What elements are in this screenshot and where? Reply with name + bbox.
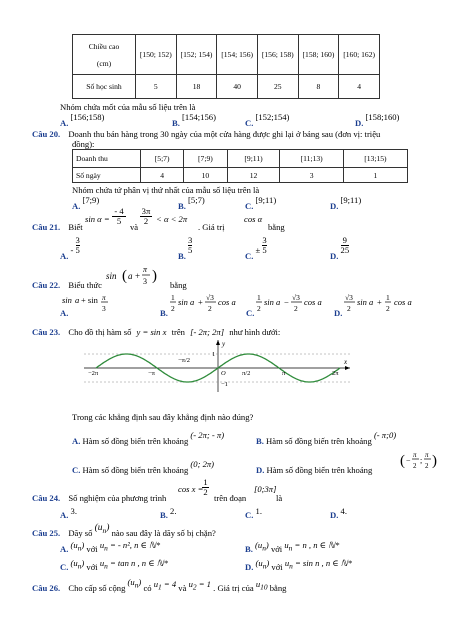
interval-cell: [11;13) <box>280 150 343 168</box>
svg-text:(: ( <box>400 453 405 469</box>
svg-text:(: ( <box>122 268 127 284</box>
count-cell: 1 <box>343 168 407 183</box>
q21-range: < α < 2π <box>156 214 188 224</box>
q20-stem-line2: đồng): <box>72 139 95 149</box>
q21-fraction: - 4 5 <box>112 207 126 226</box>
q23-option-d-interval <box>400 448 446 474</box>
q20-option-a[interactable]: A. [7;9) <box>72 195 100 211</box>
y-tick-1: 1 <box>212 351 216 358</box>
revenue-table <box>72 149 408 183</box>
q20-stem2: Nhóm chứa tứ phân vị thứ nhất của mẫu số liệu trên là <box>72 185 260 195</box>
q24-tail: là <box>276 493 283 503</box>
count-cell: 12 <box>227 168 280 183</box>
y-axis-arrow <box>216 340 220 345</box>
q25-stem: Câu 25. Dãy số $(u_n)$ nào sau đây là dãy số bị chặn? <box>32 523 216 538</box>
svg-text:√3: √3 <box>206 293 214 302</box>
q24-option-d[interactable]: D. 4. <box>330 506 347 520</box>
q24-on: trên đoạn <box>214 493 247 503</box>
sine-graph <box>82 338 354 394</box>
svg-text:2: 2 <box>347 304 351 313</box>
svg-text:cos a: cos a <box>394 297 412 307</box>
interval-cell: [150; 152) <box>136 35 177 75</box>
q21-range-fraction: 3π 2 <box>141 206 151 226</box>
svg-text:+: + <box>135 271 141 281</box>
header-cell: Chiều cao (cm) <box>73 35 136 75</box>
svg-text:1: 1 <box>257 293 261 302</box>
q23-option-a[interactable]: A. Hàm số đồng biến trên khoảng (- 2π; - π) <box>72 430 225 446</box>
count-cell: 40 <box>217 75 258 99</box>
q21-option-a[interactable]: A. - $\frac{3}{5}$ <box>60 235 80 262</box>
q21-sin-given: sin α = <box>85 214 110 224</box>
interval-cell: [5;7) <box>141 150 184 168</box>
interval-cell: [154; 156) <box>217 35 258 75</box>
q22-number: Câu 22. Biểu thức <box>32 280 102 290</box>
q24-option-a[interactable]: A. 3. <box>60 506 77 520</box>
q21-option-c[interactable]: C. ± $\frac{3}{5}$ <box>245 235 267 262</box>
tick-neg-2pi: −2π <box>88 370 99 377</box>
q21-number: Câu 21. Biết <box>32 222 83 232</box>
y-label: y <box>222 340 226 348</box>
q22-option-d-math <box>344 292 426 316</box>
svg-text:a: a <box>75 295 80 305</box>
q19-option-c[interactable]: C. [152;154) <box>245 112 290 128</box>
svg-text:+ sin: + sin <box>81 295 98 305</box>
interval-cell: [152; 154) <box>176 35 217 75</box>
q23-stem: Câu 23. Cho đồ thị hàm số y = sin x trên [- 2π; 2π] như hình dưới: <box>32 327 281 337</box>
q19-option-b[interactable]: B. [154;156) <box>172 112 216 128</box>
q21-cos: cos α <box>244 214 263 224</box>
q24-stem: Câu 24. Số nghiệm của phương trình <box>32 493 167 503</box>
count-cell: 10 <box>184 168 227 183</box>
q19-option-a[interactable]: A. [156;158) <box>60 112 105 128</box>
svg-text:π: π <box>413 451 417 459</box>
svg-text:2: 2 <box>294 304 298 313</box>
svg-text:2: 2 <box>208 304 212 313</box>
origin-label: O <box>221 370 226 377</box>
tick-pi: π <box>282 370 286 377</box>
svg-text:−: − <box>406 456 411 465</box>
x-label: x <box>344 358 348 366</box>
q22-option-c-math <box>256 292 336 316</box>
q19-option-d[interactable]: D. [158;160) <box>355 112 400 128</box>
row-label: Doanh thu <box>73 150 141 168</box>
q21-option-d[interactable]: D. $\frac{9}{25}$ <box>330 235 350 262</box>
svg-text:π: π <box>143 265 148 274</box>
tick-half-pi: π/2 <box>242 370 251 377</box>
q20-option-c[interactable]: C. [9;11) <box>245 195 277 211</box>
row-label: Số ngày <box>73 168 141 183</box>
svg-text:1: 1 <box>386 293 390 302</box>
row-label: Số học sinh <box>73 75 136 99</box>
svg-text:√3: √3 <box>292 293 300 302</box>
svg-text:sin: sin <box>106 271 117 281</box>
q21-and: và <box>130 222 139 232</box>
tick-2pi: 2π <box>332 370 339 377</box>
svg-text:): ) <box>432 453 437 469</box>
q22-tail: bằng <box>170 280 187 290</box>
count-cell: 25 <box>257 75 298 99</box>
interval-cell: [158; 160) <box>298 35 339 75</box>
q25-option-c[interactable]: C. $(u_n)$ với $u_n = \tan n$ , n ∈ ℕ* <box>60 558 168 572</box>
q25-option-a[interactable]: A. $(u_n)$ với $u_n$ = - n², n ∈ ℕ* <box>60 540 161 554</box>
svg-text:2: 2 <box>413 462 417 470</box>
svg-text:2: 2 <box>257 304 261 313</box>
interval-cell: [7;9) <box>184 150 227 168</box>
interval-cell: [9;11) <box>227 150 280 168</box>
svg-text:cos a: cos a <box>218 297 236 307</box>
svg-text:cos a: cos a <box>304 297 322 307</box>
svg-text:+: + <box>198 297 203 307</box>
svg-text:2: 2 <box>425 462 429 470</box>
q22-option-b-math <box>170 292 250 316</box>
count-cell: 4 <box>339 75 380 99</box>
q24-fraction: 1 2 <box>203 477 208 497</box>
svg-text:;: ; <box>420 456 423 465</box>
q21-option-b[interactable]: B. $\frac{3}{5}$ <box>178 235 193 262</box>
interval-cell: [156; 158) <box>257 35 298 75</box>
svg-text:π: π <box>102 293 106 302</box>
x-axis-arrow <box>345 366 350 370</box>
q22-expression <box>106 262 166 290</box>
count-cell: 3 <box>280 168 343 183</box>
q23-option-d[interactable]: D. Hàm số đồng biến trên khoảng <box>256 465 373 475</box>
svg-text:sin: sin <box>62 295 72 305</box>
q20-stem: Câu 20. Doanh thu bán hàng trong 30 ngày của một cửa hàng được ghi lại ở bảng sau (đơn vị: triệu <box>32 129 381 139</box>
q21-tail: . Giá trị <box>198 222 225 232</box>
svg-text:π: π <box>425 451 429 459</box>
q24-option-c[interactable]: C. 1. <box>245 506 262 520</box>
q21-tail2: bằng <box>268 222 285 232</box>
q25-option-d[interactable]: D. $(u_n)$ với $u_n = \sin n$ , n ∈ ℕ* <box>245 558 352 572</box>
count-cell: 18 <box>176 75 217 99</box>
q19-stem: Nhóm chứa mốt của mẫu số liệu trên là <box>60 102 196 112</box>
q23-option-b[interactable]: B. Hàm số đồng biến trên khoảng (- π;0) <box>256 430 397 446</box>
svg-text:3: 3 <box>102 304 106 313</box>
q23-question: Trong các khẳng định sau đây khẳng định nào đúng? <box>72 412 254 422</box>
count-cell: 4 <box>141 168 184 183</box>
svg-text:a: a <box>128 271 133 281</box>
height-frequency-table <box>72 34 380 99</box>
svg-text:√3: √3 <box>345 293 353 302</box>
q23-option-c[interactable]: C. Hàm số đồng biến trên khoảng (0; 2π) <box>72 459 215 475</box>
q24-option-b[interactable]: B. 2. <box>160 506 177 520</box>
interval-cell: [13;15) <box>343 150 407 168</box>
count-cell: 8 <box>298 75 339 99</box>
q22-expression-math <box>106 262 166 288</box>
q20-option-d[interactable]: D. [9;11) <box>330 195 362 211</box>
y-tick-neg-1: −1 <box>221 381 228 388</box>
tick-neg-pi: −π <box>148 370 155 377</box>
q20-option-b[interactable]: B. [5;7) <box>178 195 205 211</box>
svg-text:3: 3 <box>143 277 147 286</box>
tick-neg-half-pi: −π/2 <box>178 357 191 364</box>
q22-option-a-math <box>60 292 132 316</box>
svg-text:): ) <box>152 268 157 284</box>
count-cell: 5 <box>136 75 177 99</box>
svg-text:2: 2 <box>386 304 390 313</box>
svg-text:sin a: sin a <box>264 297 281 307</box>
q26-stem: Câu 26. Cho cấp số cộng $(u_n)$ có $u_1 = 4$ và $u_2 = 1$ . Giá trị của $u_{10}$ bằng <box>32 577 287 593</box>
svg-text:sin a: sin a <box>178 297 195 307</box>
q25-option-b[interactable]: B. $(u_n)$ với $u_n = n$ , n ∈ ℕ* <box>245 540 340 554</box>
svg-text:−: − <box>284 297 289 307</box>
q24-interval: [0;3π] <box>254 484 277 494</box>
svg-text:1: 1 <box>171 293 175 302</box>
svg-text:2: 2 <box>171 304 175 313</box>
svg-text:sin a: sin a <box>357 297 374 307</box>
q24-equation: cos x = <box>178 484 204 494</box>
svg-text:+: + <box>377 297 382 307</box>
interval-cell: [160; 162) <box>339 35 380 75</box>
